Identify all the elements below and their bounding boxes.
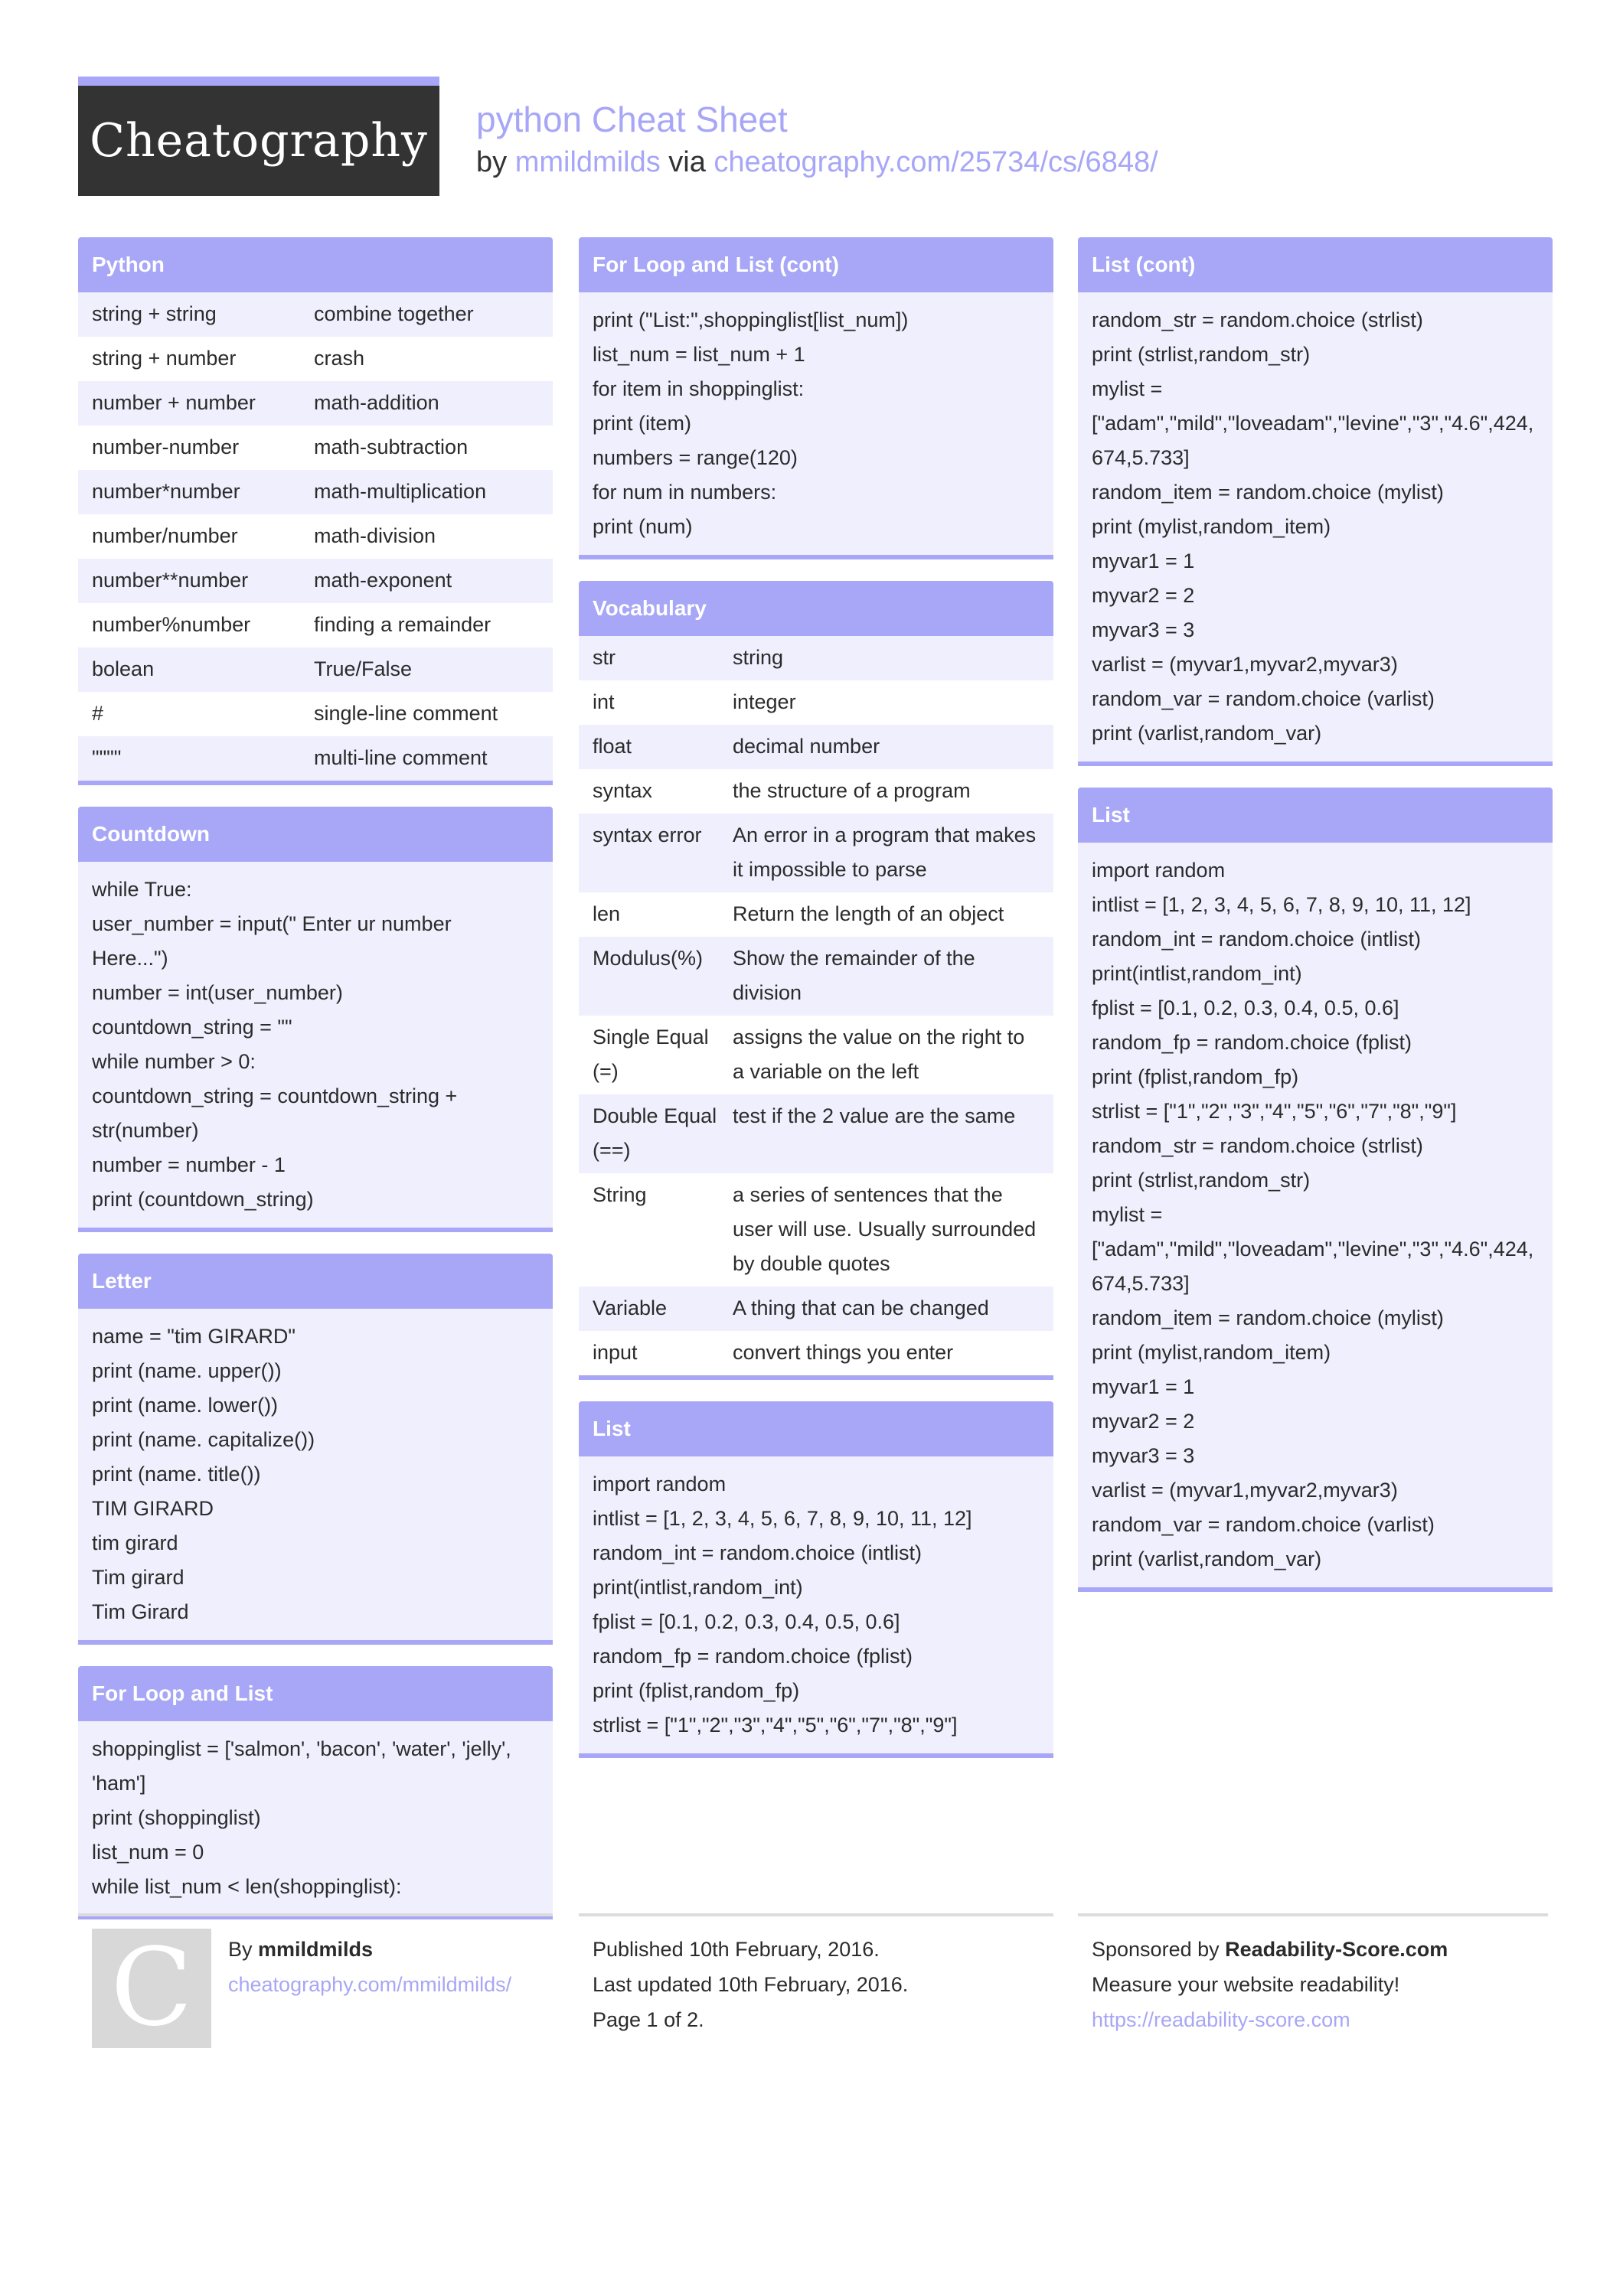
row-description: multi-line comment xyxy=(314,746,488,769)
code-line: random_str = random.choice (strlist) xyxy=(1092,308,1423,331)
table-row xyxy=(579,937,1053,1016)
sheet-url-link[interactable]: cheatography.com/25734/cs/6848/ xyxy=(714,146,1158,178)
code-line: numbers = range(120) xyxy=(593,446,798,469)
row-term: number**number xyxy=(92,569,249,592)
code-line: name = "tim GIRARD" xyxy=(92,1325,296,1348)
table-row xyxy=(579,725,1053,769)
section-vocabulary xyxy=(579,581,1053,1380)
code-line: myvar1 = 1 xyxy=(1092,550,1195,572)
row-description: assigns the value on the right to a variable on the left xyxy=(733,1026,1025,1083)
row-term: syntax error xyxy=(593,823,702,846)
code-line: intlist = [1, 2, 3, 4, 5, 6, 7, 8, 9, 10, 11, 12] xyxy=(1092,893,1471,916)
vocabulary-table xyxy=(579,636,1053,1375)
section-title: For Loop and List (cont) xyxy=(579,237,1053,292)
section-countdown xyxy=(78,807,553,1232)
table-row xyxy=(579,769,1053,814)
row-term: len xyxy=(593,902,621,925)
list-code xyxy=(579,1456,1053,1753)
table-row xyxy=(78,692,553,736)
code-line: random_int = random.choice (intlist) xyxy=(1092,928,1421,951)
row-description: a series of sentences that the user will use. Usually surrounded by double quotes xyxy=(733,1183,1037,1275)
row-description: An error in a program that makes it impossible to parse xyxy=(733,823,1037,881)
code-line: 674,5.733] xyxy=(1092,1272,1190,1295)
code-line: print (strlist,random_str) xyxy=(1092,343,1311,366)
row-term: number*number xyxy=(92,480,240,503)
row-description: decimal number xyxy=(733,735,880,758)
author-profile-link[interactable]: cheatography.com/mmildmilds/ xyxy=(228,1973,512,1996)
code-line: list_num = 0 xyxy=(92,1841,204,1864)
row-description: crash xyxy=(314,347,365,370)
footer-author-name[interactable]: mmildmilds xyxy=(258,1938,374,1961)
code-line: print(intlist,random_int) xyxy=(1092,962,1302,985)
row-description: convert things you enter xyxy=(733,1341,954,1364)
page-header xyxy=(78,77,1548,199)
code-line: print (fplist,random_fp) xyxy=(593,1679,800,1702)
table-row xyxy=(78,470,553,514)
code-line: print (fplist,random_fp) xyxy=(1092,1065,1299,1088)
by-label: By xyxy=(228,1938,253,1961)
sponsor-tagline: Measure your website readability! xyxy=(1092,1973,1400,1996)
table-row xyxy=(579,1331,1053,1375)
row-term: number/number xyxy=(92,524,238,547)
code-line: countdown_string = countdown_string + xyxy=(92,1084,458,1107)
column-3 xyxy=(1078,237,1553,1613)
code-line: print (name. upper()) xyxy=(92,1359,282,1382)
section-title: List xyxy=(579,1401,1053,1456)
row-description: True/False xyxy=(314,657,413,680)
sponsor-name[interactable]: Readability-Score.com xyxy=(1225,1938,1448,1961)
code-line: import random xyxy=(593,1473,727,1495)
code-line: print (name. title()) xyxy=(92,1463,261,1486)
code-line: ["adam","mild","loveadam","levine","3","4.6",424, xyxy=(1092,412,1534,435)
publish-info xyxy=(593,1932,908,2037)
section-title: Letter xyxy=(78,1254,553,1309)
row-term: int xyxy=(593,690,615,713)
row-description: integer xyxy=(733,690,796,713)
table-row xyxy=(579,814,1053,892)
column-1 xyxy=(78,237,553,1941)
code-line: shoppinglist = ['salmon', 'bacon', 'water', 'jelly', xyxy=(92,1737,511,1760)
section-letter xyxy=(78,1254,553,1645)
code-line: fplist = [0.1, 0.2, 0.3, 0.4, 0.5, 0.6] xyxy=(593,1610,900,1633)
code-line: while list_num < len(shoppinglist): xyxy=(92,1875,402,1898)
table-row xyxy=(78,603,553,647)
section-title: For Loop and List xyxy=(78,1666,553,1721)
table-row xyxy=(78,292,553,337)
sponsor-block xyxy=(1092,1932,1448,2037)
row-description: Show the remainder of the division xyxy=(733,947,975,1004)
section-title: List xyxy=(1078,788,1553,843)
table-row xyxy=(78,559,553,603)
footer-divider xyxy=(579,1913,1053,1916)
code-line: strlist = ["1","2","3","4","5","6","7","8","9"] xyxy=(1092,1100,1457,1123)
row-description: math-addition xyxy=(314,391,439,414)
letter-code xyxy=(78,1309,553,1640)
updated-date: Last updated 10th February, 2016. xyxy=(593,1973,909,1996)
row-term: str xyxy=(593,646,616,669)
code-line: random_var = random.choice (varlist) xyxy=(1092,1513,1435,1536)
page-number: Page 1 of 2. xyxy=(593,2008,704,2031)
row-term: float xyxy=(593,735,632,758)
sponsor-line xyxy=(1092,1932,1448,1967)
code-line: for num in numbers: xyxy=(593,481,777,504)
footer-divider xyxy=(78,1913,553,1916)
published-date: Published 10th February, 2016. xyxy=(593,1938,880,1961)
sheet-title: python Cheat Sheet xyxy=(476,99,788,139)
title-block xyxy=(476,98,1158,184)
row-term: string + number xyxy=(92,347,237,370)
logo-text: Cheatography xyxy=(90,114,428,168)
code-line: while number > 0: xyxy=(92,1050,256,1073)
code-line: import random xyxy=(1092,859,1226,882)
column-2 xyxy=(579,237,1053,1779)
row-description: A thing that can be changed xyxy=(733,1296,989,1319)
code-line: print (shoppinglist) xyxy=(92,1806,261,1829)
section-for-loop xyxy=(78,1666,553,1919)
row-term: bolean xyxy=(92,657,155,680)
row-description: string xyxy=(733,646,784,669)
section-title: Countdown xyxy=(78,807,553,862)
author-avatar[interactable] xyxy=(92,1926,211,2050)
code-line: TIM GIRARD xyxy=(92,1497,214,1520)
code-line: tim girard xyxy=(92,1531,178,1554)
code-line: random_item = random.choice (mylist) xyxy=(1092,1306,1444,1329)
code-line: print (name. lower()) xyxy=(92,1394,279,1417)
table-row xyxy=(579,892,1053,937)
table-row xyxy=(579,680,1053,725)
row-term: Single Equal (=) xyxy=(593,1026,709,1083)
python-table xyxy=(78,292,553,781)
list-cont-code xyxy=(1078,292,1553,762)
code-line: myvar2 = 2 xyxy=(1092,584,1195,607)
section-list-2 xyxy=(1078,788,1553,1592)
row-term: string + string xyxy=(92,302,217,325)
row-description: math-division xyxy=(314,524,436,547)
code-line: strlist = ["1","2","3","4","5","6","7","8","9"] xyxy=(593,1714,958,1737)
section-title: List (cont) xyxy=(1078,237,1553,292)
code-line: ["adam","mild","loveadam","levine","3","4.6",424, xyxy=(1092,1238,1534,1261)
sponsor-link[interactable]: https://readability-score.com xyxy=(1092,2008,1350,2031)
row-description: math-subtraction xyxy=(314,435,469,458)
list-2-code xyxy=(1078,843,1553,1587)
code-line: print (mylist,random_item) xyxy=(1092,1341,1331,1364)
code-line: myvar3 = 3 xyxy=(1092,1444,1195,1467)
code-line: Tim girard xyxy=(92,1566,185,1589)
section-title: Vocabulary xyxy=(579,581,1053,636)
avatar-letter: C xyxy=(110,1926,193,2050)
countdown-code xyxy=(78,862,553,1228)
table-row xyxy=(579,1287,1053,1331)
code-line: random_var = random.choice (varlist) xyxy=(1092,687,1435,710)
table-row xyxy=(579,1173,1053,1287)
code-line: intlist = [1, 2, 3, 4, 5, 6, 7, 8, 9, 10, 11, 12] xyxy=(593,1507,972,1530)
code-line: print (varlist,random_var) xyxy=(1092,722,1322,745)
code-line: print (item) xyxy=(593,412,692,435)
code-line: print (countdown_string) xyxy=(92,1188,314,1211)
code-line: fplist = [0.1, 0.2, 0.3, 0.4, 0.5, 0.6] xyxy=(1092,996,1399,1019)
footer-divider xyxy=(1078,1913,1548,1916)
row-description: single-line comment xyxy=(314,702,498,725)
cheatography-logo[interactable] xyxy=(78,77,439,196)
table-row xyxy=(78,337,553,381)
code-line: random_str = random.choice (strlist) xyxy=(1092,1134,1423,1157)
code-line: print (varlist,random_var) xyxy=(1092,1548,1322,1570)
code-line: random_fp = random.choice (fplist) xyxy=(1092,1031,1412,1054)
code-line: random_item = random.choice (mylist) xyxy=(1092,481,1444,504)
section-title: Python xyxy=(78,237,553,292)
code-line: list_num = list_num + 1 xyxy=(593,343,805,366)
code-line: str(number) xyxy=(92,1119,199,1142)
table-row xyxy=(78,426,553,470)
row-description: Return the length of an object xyxy=(733,902,1004,925)
row-description: combine together xyxy=(314,302,474,325)
code-line: while True: xyxy=(92,878,192,901)
row-description: math-exponent xyxy=(314,569,452,592)
author-line xyxy=(228,1932,511,1967)
code-line: user_number = input(" Enter ur number xyxy=(92,912,452,935)
table-row xyxy=(579,1016,1053,1094)
code-line: print (num) xyxy=(593,515,693,538)
by-label: by xyxy=(476,146,508,178)
row-term: syntax xyxy=(593,779,653,802)
for-loop-cont-code xyxy=(579,292,1053,555)
code-line: print (name. capitalize()) xyxy=(92,1428,315,1451)
sponsored-label: Sponsored by xyxy=(1092,1938,1220,1961)
row-term: # xyxy=(92,702,104,725)
for-loop-code xyxy=(78,1721,553,1915)
row-term: String xyxy=(593,1183,647,1206)
table-row xyxy=(78,381,553,426)
code-line: print (strlist,random_str) xyxy=(1092,1169,1311,1192)
table-row xyxy=(78,647,553,692)
code-line: myvar3 = 3 xyxy=(1092,618,1195,641)
row-term: number-number xyxy=(92,435,240,458)
code-line: myvar1 = 1 xyxy=(1092,1375,1195,1398)
code-line: varlist = (myvar1,myvar2,myvar3) xyxy=(1092,653,1398,676)
row-description: test if the 2 value are the same xyxy=(733,1104,1016,1127)
row-description: math-multiplication xyxy=(314,480,487,503)
row-description: finding a remainder xyxy=(314,613,491,636)
row-term: Variable xyxy=(593,1296,668,1319)
code-line: number = int(user_number) xyxy=(92,981,343,1004)
code-line: mylist = xyxy=(1092,1203,1163,1226)
code-line: for item in shoppinglist: xyxy=(593,377,805,400)
code-line: myvar2 = 2 xyxy=(1092,1410,1195,1433)
code-line: Tim Girard xyxy=(92,1600,189,1623)
section-list-cont xyxy=(1078,237,1553,766)
row-term: Modulus(%) xyxy=(593,947,704,970)
code-line: 'ham'] xyxy=(92,1772,146,1795)
section-python xyxy=(78,237,553,785)
section-list xyxy=(579,1401,1053,1758)
row-term: number%number xyxy=(92,613,251,636)
author-link[interactable]: mmildmilds xyxy=(514,146,661,178)
byline xyxy=(476,141,1158,184)
code-line: number = number - 1 xyxy=(92,1153,286,1176)
code-line: varlist = (myvar1,myvar2,myvar3) xyxy=(1092,1479,1398,1502)
code-line: random_fp = random.choice (fplist) xyxy=(593,1645,913,1668)
code-line: print ("List:",shoppinglist[list_num]) xyxy=(593,308,909,331)
author-block xyxy=(228,1932,511,2002)
code-line: mylist = xyxy=(1092,377,1163,400)
table-row xyxy=(78,736,553,781)
row-term: Double Equal (==) xyxy=(593,1104,717,1162)
section-for-loop-cont xyxy=(579,237,1053,559)
code-line: countdown_string = "" xyxy=(92,1016,292,1039)
code-line: Here...") xyxy=(92,947,168,970)
code-line: print (mylist,random_item) xyxy=(1092,515,1331,538)
row-description: the structure of a program xyxy=(733,779,971,802)
row-term: number + number xyxy=(92,391,256,414)
row-term: input xyxy=(593,1341,638,1364)
table-row xyxy=(78,514,553,559)
code-line: random_int = random.choice (intlist) xyxy=(593,1541,922,1564)
table-row xyxy=(579,1094,1053,1173)
code-line: 674,5.733] xyxy=(1092,446,1190,469)
code-line: print(intlist,random_int) xyxy=(593,1576,803,1599)
table-row xyxy=(579,636,1053,680)
via-label: via xyxy=(668,146,706,178)
row-term: """" xyxy=(92,746,122,769)
